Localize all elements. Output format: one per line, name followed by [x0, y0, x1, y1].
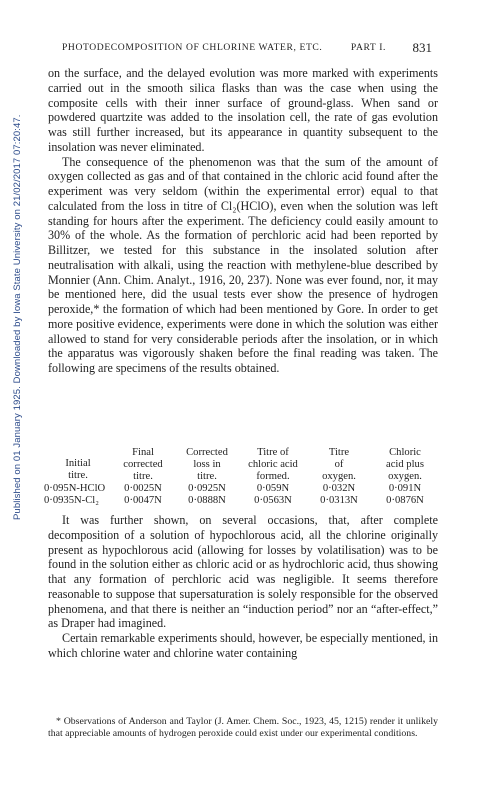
- paragraph-4: Certain remarkable experiments should, however, be especially mentioned, in which chlorine water and chlorine water containing: [48, 631, 438, 660]
- footnote: [48, 716, 438, 739]
- table-cell: 0·0313N: [320, 495, 358, 506]
- table-header-chloric-plus-oxygen: Chloric acid plus oxygen.: [386, 447, 424, 482]
- table-cell: 0·091N: [388, 483, 422, 494]
- table-header-initial-titre: Initial titre.: [65, 458, 91, 481]
- table-cell: 0·0888N: [188, 495, 226, 506]
- page-number: 831: [412, 40, 432, 55]
- table-cell: 0·0925N: [188, 483, 226, 494]
- table-cell: 0·095N-HClO: [44, 483, 106, 494]
- results-table: [44, 447, 444, 511]
- table-cell: 0·059N: [256, 483, 290, 494]
- paragraph-1: on the surface, and the delayed evolution was more marked with experiments carried out in the smooth silica flasks than was the case when using the composite cells with their inner surface of ground-glass. When sand or powdered quartzite was added to the insolation cell, the rate of gas evolution was still further increased, but its appearance in quantity subsequent to the insolation was never eliminated.: [48, 66, 438, 154]
- paragraph-3: It was further shown, on several occasions, that, after complete decomposition of a solution of hypochlorous acid, all the chlorine originally present as hypochlorous acid (allowing for losses by volatilisation) was to be found in the solution either as chloric acid or as hydrochloric acid, thus showing that any formation of perchloric acid was negligible. It seems therefore reasonable to suppose that supersaturation is solely responsible for the observed phenomena, and that there is neither an “induction period” nor an “after-effect,” as Draper had imagined.: [48, 513, 438, 631]
- running-title: PHOTODECOMPOSITION OF CHLORINE WATER, ETC.: [62, 42, 323, 53]
- table-cell: 0·032N: [322, 483, 356, 494]
- table-cell: 0·0935N-Cl₂: [44, 495, 99, 506]
- table-cell: 0·0876N: [386, 495, 424, 506]
- table-cell: 0·0563N: [254, 495, 292, 506]
- table-header-oxygen-titre: Titre of oxygen.: [322, 447, 356, 482]
- table-cell: 0·0025N: [124, 483, 162, 494]
- table-row: [44, 495, 444, 507]
- footnote-text: * Observations of Anderson and Taylor (J. Amer. Chem. Soc., 1923, 45, 1215) render it unlikely that appreciable amounts of hydrogen peroxide could exist under our experimental conditions.: [48, 716, 438, 739]
- table-row: [44, 483, 444, 495]
- watermark-text[interactable]: Published on 01 January 1925. Downloaded by Iowa State University on 21/02/2017 07:20:47.: [12, 114, 23, 520]
- table-header-corrected-loss: Corrected loss in titre.: [186, 447, 228, 482]
- table-body: [44, 483, 444, 507]
- body-text-top: [48, 66, 438, 376]
- body-text-bottom: [48, 513, 438, 661]
- paragraph-2: The consequence of the phenomenon was that the sum of the amount of oxygen collected as gas and of that contained in the chloric acid found after the experiment was very seldom (within the experimental error) equal to that calculated from the loss in titre of Cl₂(HClO), even when the solution was left standing for hours after the experiment. The deficiency could easily amount to 30% of the whole. As the formation of perchloric acid had been reported by Billitzer, we tested for this substance in the insolated solution after neutralisation with alkali, using the reaction with methylene-blue described by Monnier (Ann. Chim. Analyt., 1916, 20, 237). None was ever found, nor, it may be mentioned here, did the usual tests ever show the presence of hydrogen peroxide,* the formation of which had been mentioned by Gore. In order to get more positive evidence, experiments were done in which the solution was either allowed to stand for very considerable periods after the insolation, or in which the apparatus was vigorously shaken before the final reading was taken. The following are specimens of the results obtained.: [48, 154, 438, 375]
- download-watermark: [0, 60, 23, 520]
- table-header-chloric-acid-titre: Titre of chloric acid formed.: [248, 447, 298, 482]
- table-cell: 0·0047N: [124, 495, 162, 506]
- part-label: PART I.: [350, 42, 386, 53]
- running-head: [62, 40, 432, 56]
- table-header-final-corrected-titre: Final corrected titre.: [123, 447, 163, 482]
